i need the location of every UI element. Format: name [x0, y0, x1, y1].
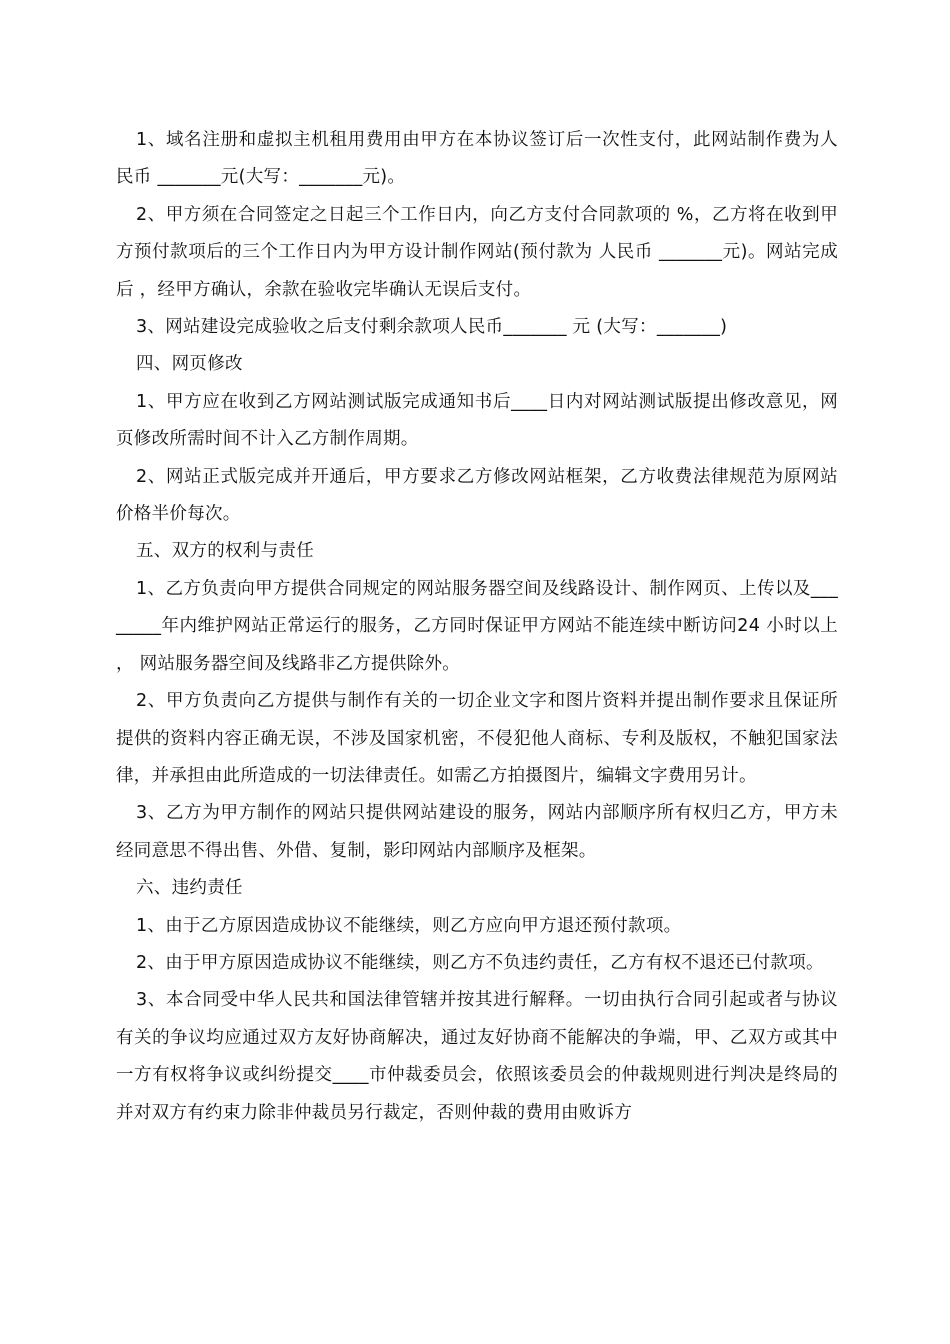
clause-payment-1: 1、域名注册和虚拟主机租用费用由甲方在本协议签订后一次性支付，此网站制作费为人民币 _______元(大写：_______元)。 [116, 130, 838, 188]
section-heading-rights-responsibilities: 五、双方的权利与责任 [136, 541, 314, 562]
clause-breach-1: 1、由于乙方原因造成协议不能继续，则乙方应向甲方退还预付款项。 [136, 915, 682, 936]
clause-modification-2: 2、网站正式版完成并开通后，甲方要求乙方修改网站框架，乙方收费法律规范为原网站价格半价每次。 [116, 466, 838, 525]
section-heading-breach-liability: 六、违约责任 [136, 878, 243, 899]
clause-rights-2: 2、甲方负责向乙方提供与制作有关的一切企业文字和图片资料并提出制作要求且保证所提供的资料内容正确无误，不涉及国家机密，不侵犯他人商标、专利及版权，不触犯国家法律，并承担由此所造成的一切法律责任。如需乙方拍摄图片，编辑文字费用另计。 [116, 691, 838, 786]
clause-breach-2: 2、由于甲方原因造成协议不能继续，则乙方不负违约责任，乙方有权不退还已付款项。 [136, 952, 824, 973]
clause-breach-3: 3、本合同受中华人民共和国法律管辖并按其进行解释。一切由执行合同引起或者与协议有关的争议均应通过双方友好协商解决，通过友好协商不能解决的争端，甲、乙双方或其中一方有权将争议或纠纷提交____市仲裁委员会，依照该委员会的仲裁规则进行判决是终局的 并对双方有约束力除非仲裁员另行裁定，否则仲裁的费用由败诉方 [116, 990, 838, 1123]
clause-payment-3: 3、网站建设完成验收之后支付剩余款项人民币_______ 元 (大写：_______) [136, 317, 728, 338]
clause-payment-2: 2、甲方须在合同签定之日起三个工作日内，向乙方支付合同款项的 %，乙方将在收到甲方预付款项后的三个工作日内为甲方设计制作网站(预付款为 人民币 _______元)。网站完成后 ，经甲方确认，余款在验收完毕确认无误后支付。 [116, 204, 838, 300]
clause-modification-1: 1、甲方应在收到乙方网站测试版完成通知书后____日内对网站测试版提出修改意见，网页修改所需时间不计入乙方制作周期。 [116, 391, 838, 450]
clause-rights-3: 3、乙方为甲方制作的网站只提供网站建设的服务，网站内部顺序所有权归乙方，甲方未经同意思不得出售、外借、复制，影印网站内部顺序及框架。 [116, 803, 838, 861]
document-body [116, 122, 838, 1132]
clause-rights-1: 1、乙方负责向甲方提供合同规定的网站服务器空间及线路设计、制作网页、上传以及________年内维护网站正常运行的服务，乙方同时保证甲方网站不能连续中断访问24 小时以上 ， 网站服务器空间及线路非乙方提供除外。 [116, 578, 838, 674]
section-heading-page-modification: 四、网页修改 [136, 354, 243, 375]
